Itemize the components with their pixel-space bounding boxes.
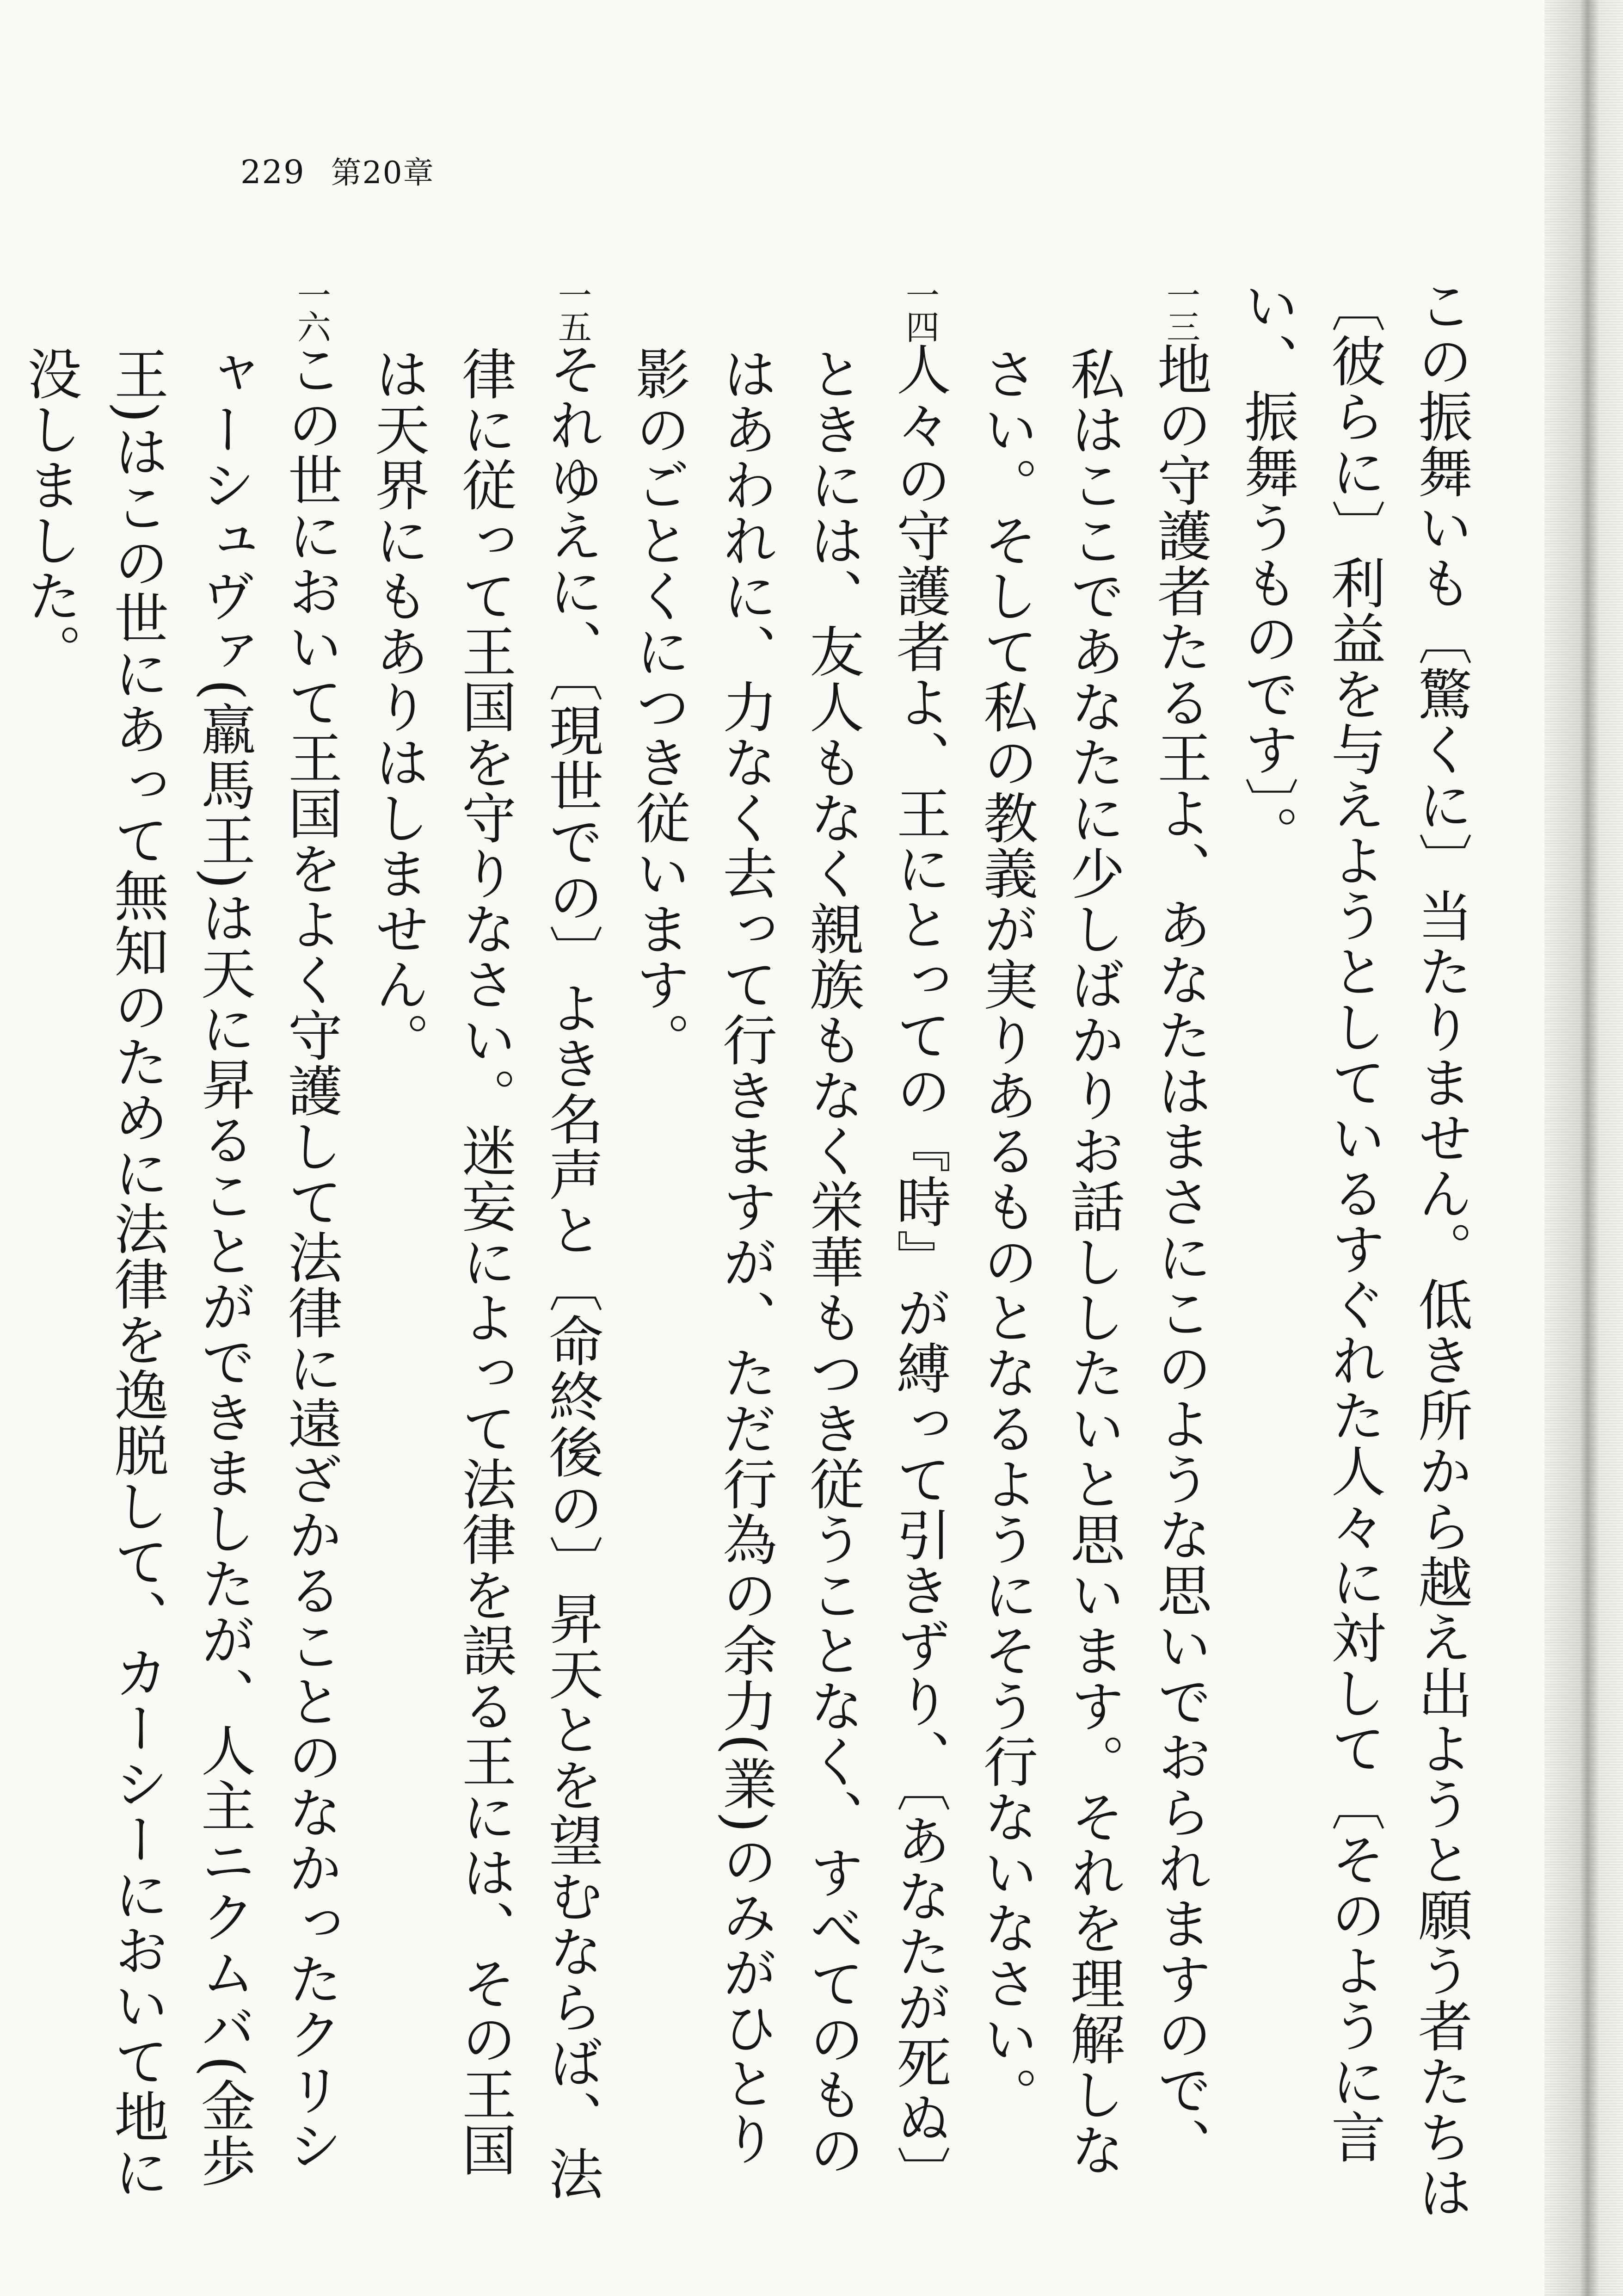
verse-number: 一三 — [1161, 278, 1200, 342]
verse-text: それゆえに、〔現世での〕よき名声と〔命終後の〕昇天とを望むならば、法律に従って王国を守りなさい。迷妄によって法律を誤る王には、その王国は天界にもありはしません。 — [366, 341, 603, 2202]
verse — [0, 278, 6, 2220]
verse — [615, 278, 963, 2220]
verse-number: 一四 — [900, 278, 939, 342]
verse-text: この世において王国をよく守護して法律に遠ざかることのなかったクリシャーシュヴァ(羸馬王)は天に昇ることができましたが、人主ニクムバ(金歩王)はこの世にあって無知のために法律を逸脱して、カーシーにおいて地に没しました。 — [18, 341, 343, 2200]
chapter-title: 第20章 — [331, 155, 435, 191]
page-number: 229 — [240, 153, 305, 191]
verse-text: この振舞いも〔驚くに〕当たりません。低き所から越え出ようと願う者たちは〔彼らに〕利益を与えようとしているすぐれた人々に対して〔そのように言い、振舞うものです〕。 — [1235, 278, 1473, 2220]
verse-text: 地の守護者たる王よ、あなたはまさにこのような思いでおられますので、私はここであなたに少しばかりお話ししたいと思います。それを理解しなさい。そして私の教義が実りあるものとなるようにそう行ないなさい。 — [974, 341, 1212, 2178]
verse-number: 一五 — [552, 278, 591, 342]
verse-number: 一六 — [291, 278, 331, 342]
page-header — [240, 148, 435, 192]
verse — [963, 278, 1223, 2220]
scan-edge — [1544, 0, 1623, 2296]
verse-number — [0, 278, 6, 341]
verse-text: 人々の守護者よ、王にとっての『時』が縛って引きずり、〔あなたが死ぬ〕ときには、友人もなく親族もなく栄華もつき従うことなく、すべてのものはあわれに、力なく去って行きますが、ただ行為の余力(業)のみがひとり影のごとくにつき従います。 — [627, 341, 951, 2202]
verse — [6, 278, 354, 2220]
verse — [354, 278, 615, 2220]
verse — [1223, 278, 1484, 2220]
vertical-text-body — [18, 278, 1484, 2220]
